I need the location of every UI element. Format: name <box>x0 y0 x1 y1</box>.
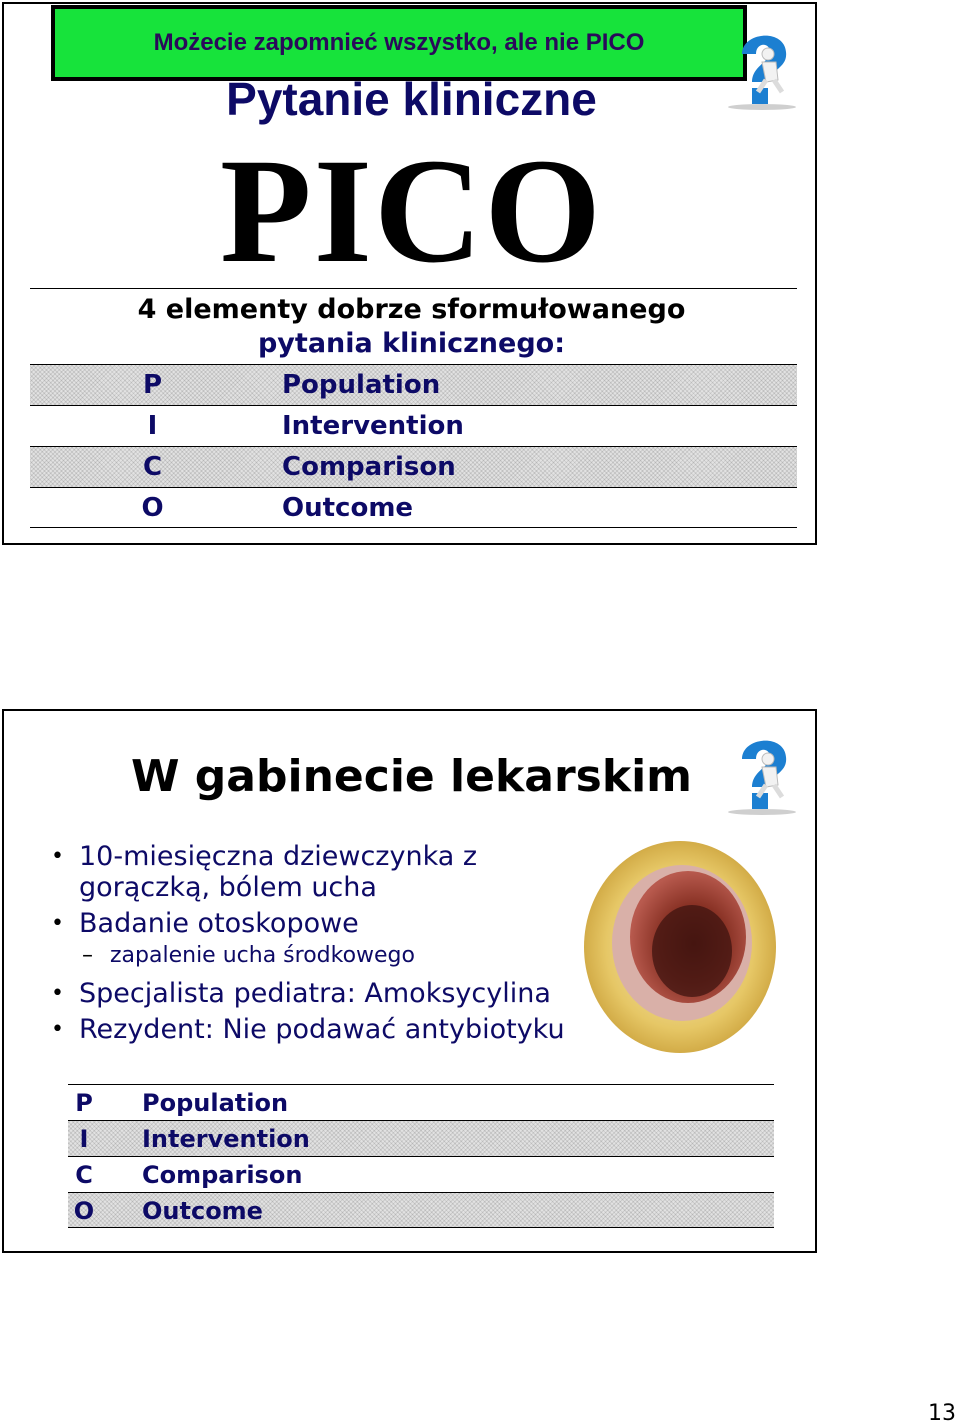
slide-2 <box>2 709 817 1253</box>
bullet-item <box>79 978 551 1009</box>
subtitle-line-2: pytania klinicznego: <box>257 328 566 359</box>
question-mark-person-icon <box>722 731 804 815</box>
row-word: Comparison <box>282 452 456 482</box>
ear-otoscopy-image <box>582 839 778 1055</box>
slide-title: Pytanie kliniczne <box>226 73 597 125</box>
table-row <box>68 1192 774 1228</box>
bullet-item <box>79 841 477 903</box>
row-letter: I <box>79 1125 89 1153</box>
banner: Możecie zapomnieć wszystko, ale nie PICO <box>51 5 747 81</box>
table-row <box>68 1120 774 1156</box>
slide-1 <box>2 2 817 545</box>
table-row <box>30 364 797 405</box>
row-letter: C <box>75 1161 93 1189</box>
page-number: 13 <box>928 1401 956 1426</box>
row-word: Population <box>142 1089 289 1117</box>
row-word: Intervention <box>142 1125 310 1153</box>
bullet-line: • 10-miesięczna dziewczynka z <box>79 841 478 872</box>
divider <box>30 288 797 289</box>
bullet-item <box>79 1014 565 1045</box>
subtitle <box>4 293 819 361</box>
row-word: Intervention <box>282 411 464 441</box>
row-word: Population <box>282 370 441 400</box>
row-letter: O <box>141 493 164 523</box>
row-letter: P <box>142 370 163 400</box>
row-word: Outcome <box>142 1197 263 1225</box>
sub-item: – zapalenie ucha środkowego <box>110 943 415 968</box>
table-row <box>68 1084 774 1120</box>
row-letter: C <box>142 452 163 482</box>
row-letter: O <box>73 1197 95 1225</box>
row-word: Outcome <box>282 493 414 523</box>
table-row <box>30 405 797 446</box>
bullet-item <box>79 908 359 939</box>
bullet-line: • Rezydent: Nie podawać antybiotyku <box>79 1014 565 1045</box>
bullet-line: • Badanie otoskopowe <box>79 908 359 939</box>
table-row <box>68 1156 774 1192</box>
pico-heading: PICO <box>220 128 603 294</box>
bullet-line: gorączką, bólem ucha <box>79 872 377 903</box>
slide-title: W gabinecie lekarskim <box>130 751 693 802</box>
row-letter: P <box>75 1089 93 1117</box>
subtitle-line-1: 4 elementy dobrze sformułowanego <box>137 294 686 325</box>
table-row <box>30 487 797 528</box>
row-word: Comparison <box>142 1161 303 1189</box>
bullet-line: • Specjalista pediatra: Amoksycylina <box>79 978 551 1009</box>
table-row <box>30 446 797 487</box>
row-letter: I <box>147 411 158 441</box>
